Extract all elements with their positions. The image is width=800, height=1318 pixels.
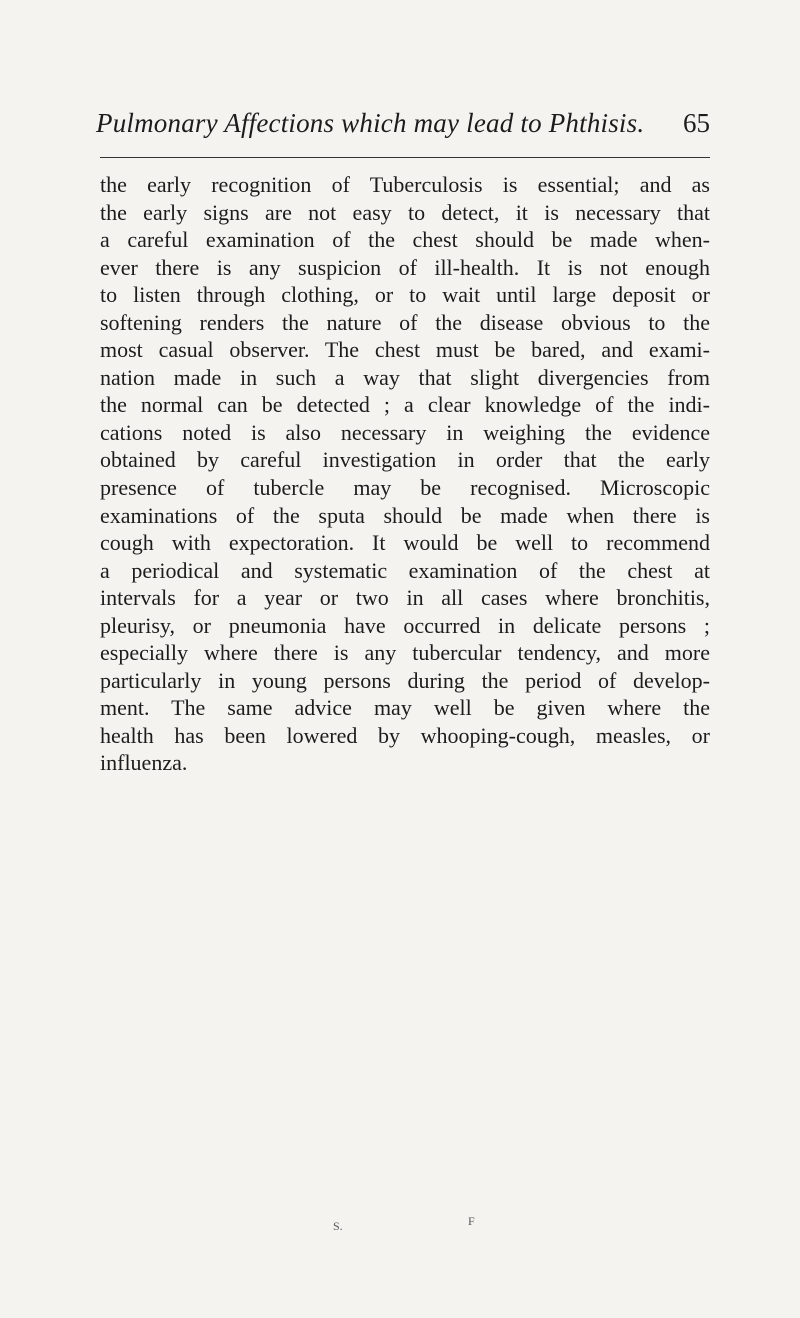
signature-letter: F: [468, 1214, 475, 1228]
page-number: 65: [683, 108, 710, 138]
header-rule: [100, 157, 710, 158]
text-line: pleurisy, or pneumonia have occurred in delicate persons ;: [100, 612, 710, 638]
text-line: softening renders the nature of the disease obvious to the: [100, 309, 710, 335]
text-line: intervals for a year or two in all cases where bronchitis,: [100, 585, 710, 611]
text-line: most casual observer. The chest must be bared, and exami-: [100, 337, 710, 363]
text-line: the early recognition of Tuberculosis is essential; and as: [100, 172, 710, 197]
text-line: a careful examination of the chest should be made when-: [100, 227, 710, 253]
text-line: ment. The same advice may well be given where the: [100, 695, 710, 721]
text-line: examinations of the sputa should be made when there is: [100, 502, 710, 528]
text-line: health has been lowered by whooping-cough, measles, or: [100, 722, 710, 748]
body-text: [100, 171, 710, 777]
text-line: presence of tubercle may be recognised. Microscopic: [100, 475, 710, 501]
text-line: ever there is any suspicion of ill-health. It is not enough: [100, 254, 710, 280]
text-line: cations noted is also necessary in weighing the evidence: [100, 419, 710, 445]
text-line: obtained by careful investigation in order that the early: [100, 447, 710, 473]
text-line: especially where there is any tubercular tendency, and more: [100, 640, 710, 666]
text-line: cough with expectoration. It would be well to recommend: [100, 530, 710, 556]
signature-mark: S.: [333, 1219, 343, 1233]
text-line: the early signs are not easy to detect, it is necessary that: [100, 199, 710, 225]
text-line: nation made in such a way that slight divergencies from: [100, 364, 710, 390]
text-line: a periodical and systematic examination of the chest at: [100, 557, 710, 583]
running-title: Pulmonary Affections which may lead to Phthisis.: [96, 108, 645, 138]
text-line-last: influenza.: [100, 750, 188, 776]
text-line: particularly in young persons during the period of develop-: [100, 667, 710, 693]
running-head: [96, 103, 716, 147]
text-line: to listen through clothing, or to wait until large deposit or: [100, 282, 710, 308]
text-line: the normal can be detected ; a clear knowledge of the indi-: [100, 392, 710, 418]
